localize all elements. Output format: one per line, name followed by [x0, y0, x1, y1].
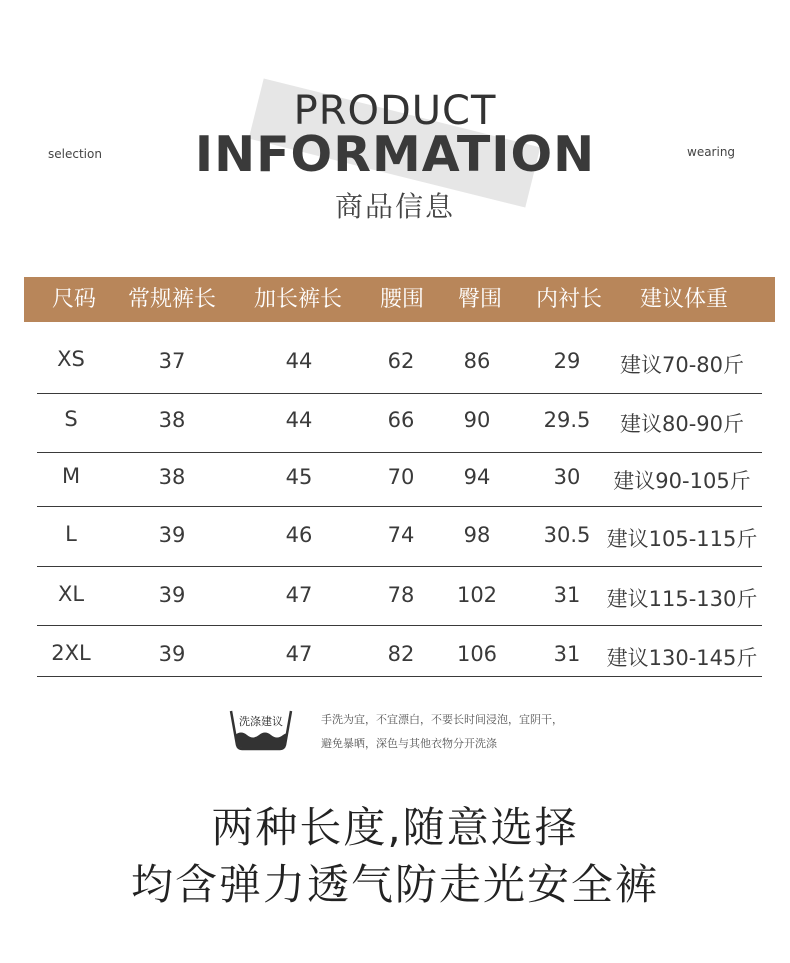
cell-waist: 74: [387, 523, 415, 547]
cell-long-length: 44: [285, 408, 313, 432]
cell-regular-length: 39: [158, 523, 186, 547]
header-liner-length: 内衬长: [535, 287, 602, 312]
cell-regular-length: 39: [158, 642, 186, 666]
cell-suggested-weight: 建议80-90斤: [619, 412, 745, 436]
wash-basin-svg: [229, 705, 293, 751]
cell-hip: 98: [463, 523, 491, 547]
cell-hip: 102: [456, 583, 498, 607]
cell-suggested-weight: 建议70-80斤: [619, 353, 745, 377]
cell-waist: 66: [387, 408, 415, 432]
cell-regular-length: 37: [158, 349, 186, 373]
cell-liner-length: 30: [553, 465, 581, 489]
table-row: [37, 452, 762, 507]
wash-basin-icon: [229, 705, 293, 751]
cell-waist: 62: [387, 349, 415, 373]
cell-long-length: 46: [285, 523, 313, 547]
cell-size: L: [65, 522, 77, 546]
cell-waist: 70: [387, 465, 415, 489]
cell-suggested-weight: 建议115-130斤: [606, 587, 758, 611]
cell-long-length: 44: [285, 349, 313, 373]
header-hip: 臀围: [457, 287, 502, 312]
care-line-1: 手洗为宜，不宜漂白，不要长时间浸泡，宜阴干，: [321, 713, 563, 726]
cell-long-length: 47: [285, 583, 313, 607]
cell-regular-length: 39: [158, 583, 186, 607]
selection-tag: selection: [48, 147, 102, 161]
cell-suggested-weight: 建议90-105斤: [613, 469, 751, 493]
cell-hip: 86: [463, 349, 491, 373]
cell-long-length: 47: [285, 642, 313, 666]
slogan-line-2: 均含弹力透气防走光安全裤: [130, 860, 659, 909]
cell-size: XS: [57, 347, 85, 371]
table-row: [37, 322, 762, 394]
cell-hip: 94: [463, 465, 491, 489]
size-table-header: [24, 277, 775, 322]
cell-liner-length: 31: [553, 642, 581, 666]
table-row: [37, 625, 762, 677]
wash-badge-label: 洗涤建议: [239, 715, 283, 728]
cell-liner-length: 31: [553, 583, 581, 607]
cell-liner-length: 29: [553, 349, 581, 373]
title-product: PRODUCT: [293, 88, 497, 134]
table-row: [37, 506, 762, 567]
cell-suggested-weight: 建议130-145斤: [606, 646, 758, 670]
slogan-line-1: 两种长度,随意选择: [211, 803, 579, 852]
cell-long-length: 45: [285, 465, 313, 489]
cell-size: S: [64, 407, 78, 431]
title-chinese: 商品信息: [334, 190, 455, 223]
table-row: [37, 566, 762, 626]
cell-regular-length: 38: [158, 408, 186, 432]
header-regular-length: 常规裤长: [127, 287, 216, 312]
cell-waist: 78: [387, 583, 415, 607]
header-suggested-weight: 建议体重: [639, 287, 728, 312]
cell-liner-length: 30.5: [543, 523, 591, 547]
wearing-tag: wearing: [687, 145, 736, 159]
cell-size: 2XL: [51, 641, 91, 665]
cell-size: M: [61, 464, 81, 488]
header-waist: 腰围: [379, 287, 424, 312]
cell-size: XL: [57, 582, 85, 606]
title-information: INFORMATION: [194, 126, 596, 183]
cell-hip: 106: [456, 642, 498, 666]
table-row: [37, 393, 762, 453]
cell-regular-length: 38: [158, 465, 186, 489]
cell-liner-length: 29.5: [543, 408, 591, 432]
cell-hip: 90: [463, 408, 491, 432]
header-size: 尺码: [51, 287, 96, 312]
care-line-2: 避免暴晒，深色与其他衣物分开洗涤: [321, 737, 497, 750]
header-long-length: 加长裤长: [253, 287, 342, 312]
cell-suggested-weight: 建议105-115斤: [606, 527, 758, 551]
cell-waist: 82: [387, 642, 415, 666]
